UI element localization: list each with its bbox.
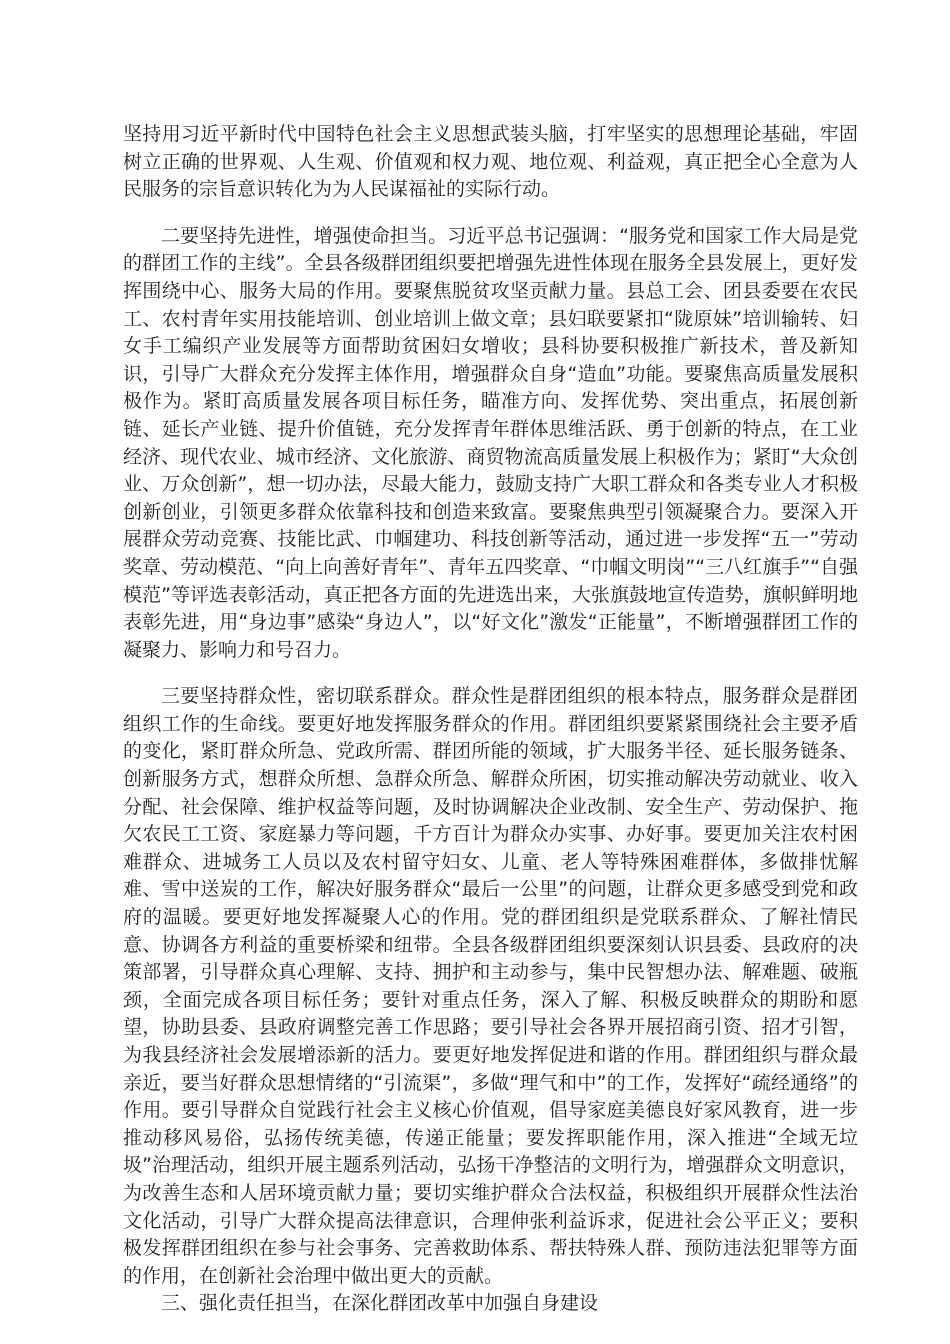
paragraph-mass-nature: 三要坚持群众性，密切联系群众。群众性是群团组织的根本特点，服务群众是群团组织工作的生命线。要更好地发挥服务群众的作用。群团组织要紧紧围绕社会主要矛盾的变化，紧盯群众所急、党政所需、群团所能的领域，扩大服务半径、延长服务链条、创新服务方式，想群众所想、急群众所急、解群众所困，切实推动解决劳动就业、收入分配、社会保障、维护权益等问题，及时协调解决企业改制、安全生产、劳动保护、拖欠农民工工资、家庭暴力等问题，千方百计为群众办实事、办好事。要更加关注农村困难群众、进城务工人员以及农村留守妇女、儿童、老人等特殊困难群体，多做排忧解难、雪中送炭的工作，解决好服务群众“最后一公里”的问题，让群众更多感受到党和政府的温暖。要更好地发挥凝聚人心的作用。党的群团组织是党联系群众、了解社情民意、协调各方利益的重要桥梁和纽带。全县各级群团组织要深刻认识县委、县政府的决策部署，引导群众真心理解、支持、拥护和主动参与，集中民智想办法、解难题、破瓶颈，全面完成各项目标任务；要针对重点任务，深入了解、积极反映群众的期盼和愿望，协助县委、县政府调整完善工作思路；要引导社会各界开展招商引资、招才引智，为我县经济社会发展增添新的活力。要更好地发挥促进和谐的作用。群团组织与群众最亲近，要当好群众思想情绪的“引流渠”，多做“理气和中”的工作，发挥好“疏经通络”的作用。要引导群众自觉践行社会主义核心价值观，倡导家庭美德良好家风教育，进一步推动移风易俗，弘扬传统美德，传递正能量；要发挥职能作用，深入推进“全域无垃圾”治理活动，组织开展主题系列活动，弘扬干净整洁的文明行为，增强群众文明意识，为改善生态和人居环境贡献力量；要切实维护群众合法权益，积极组织开展群众性法治文化活动，引导广大群众提高法律意识，合理伸张利益诉求，促进社会公平正义；要积极发挥群团组织在参与社会事务、完善救助体系、帮扶特殊人群、预防违法犯罪等方面的作用，在创新社会治理中做出更大的贡献。 [123, 685, 858, 1287]
section-heading: 三、强化责任担当，在深化群团改革中加强自身建设 [161, 1292, 599, 1315]
paragraph-advanced-nature: 二要坚持先进性，增强使命担当。习近平总书记强调：“服务党和国家工作大局是党的群团工作的主线”。全县各级群团组织要把增强先进性体现在服务全县发展上，更好发挥围绕中心、服务大局的作用。要聚焦脱贫攻坚贡献力量。县总工会、团县委要在农民工、农村青年实用技能培训、创业培训上做文章；县妇联要紧扣“陇原妹”培训输转、妇女手工编织产业发展等方面帮助贫困妇女增收；县科协要积极推广新技术，普及新知识，引导广大群众充分发挥主体作用，增强群众自身“造血”功能。要聚焦高质量发展积极作为。紧盯高质量发展各项目标任务，瞄准方向、发挥优势、突出重点，拓展创新链、延长产业链、提升价值链，充分发挥青年群体思维活跃、勇于创新的特点，在工业经济、现代农业、城市经济、文化旅游、商贸物流高质量发展上积极作为；紧盯“大众创业、万众创新”，想一切办法，尽最大能力，鼓励支持广大职工群众和各类专业人才积极创新创业，引领更多群众依靠科技和创造来致富。要聚焦典型引领凝聚合力。要深入开展群众劳动竞赛、技能比武、巾帼建功、科技创新等活动，通过进一步发挥“五一”劳动奖章、劳动模范、“向上向善好青年”、青年五四奖章、“巾帼文明岗”“三八红旗手”“自强模范”等评选表彰活动，真正把各方面的先进选出来，大张旗鼓地宣传造势，旗帜鲜明地表彰先进，用“身边事”感染“身边人”，以“好文化”激发“正能量”，不断增强群团工作的凝聚力、影响力和号召力。 [123, 224, 858, 661]
document-page [123, 121, 858, 1318]
paragraph-continuation: 坚持用习近平新时代中国特色社会主义思想武装头脑，打牢坚实的思想理论基础，牢固树立正确的世界观、人生观、价值观和权力观、地位观、利益观，真正把全心全意为人民服务的宗旨意识转化为为人民谋福祉的实际行动。 [123, 123, 858, 201]
